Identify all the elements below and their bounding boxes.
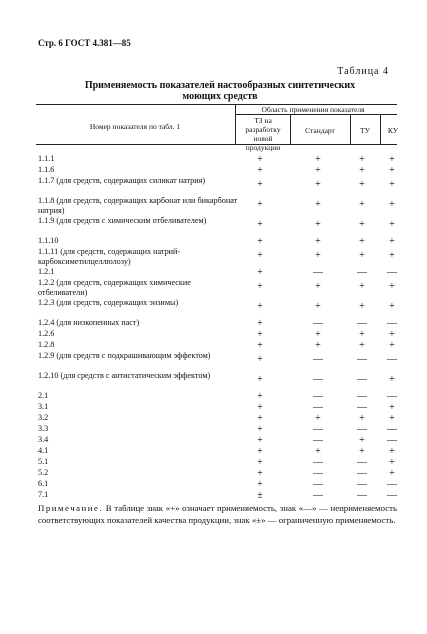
row-mark: + [257,329,263,340]
row-mark: + [359,281,365,292]
row-mark: — [313,391,323,402]
row-mark: + [315,236,321,247]
note-lead: Примечание. [38,503,104,513]
row-mark: + [257,301,263,312]
row-label: 2.1 [38,391,49,400]
row-mark: + [257,374,263,385]
row-mark: + [389,165,395,176]
row-mark: — [313,457,323,468]
row-mark: — [357,424,367,435]
row-mark: — [357,490,367,501]
row-mark: + [389,179,395,190]
row-mark: + [257,281,263,292]
row-mark: + [359,165,365,176]
row-mark: + [257,267,263,278]
row-mark: + [389,457,395,468]
row-mark: — [357,402,367,413]
row-mark: + [389,446,395,457]
row-label: 1.1.6 [38,165,55,174]
row-mark: + [257,179,263,190]
col-tu-header: ТУ [360,126,370,135]
row-label: 1.1.8 (для средств, содержащих карбонат или бикарбонат натрия) [38,196,238,215]
row-mark: + [389,413,395,424]
table-label: Таблица 4 [337,66,389,77]
row-label: 5.1 [38,457,49,466]
row-mark: + [257,318,263,329]
col-standard-header: Стандарт [305,126,335,135]
row-mark: + [359,301,365,312]
row-mark: + [389,329,395,340]
row-label: 4.1 [38,446,49,455]
row-mark: + [359,446,365,457]
row-mark: + [315,154,321,165]
note-text: В таблице знак «+» означает применяемость, знак «—» — неприменяемость соответствующих показателей качества продукции, знак «±» — ограниченную применяемость. [38,503,397,525]
row-mark: — [313,354,323,365]
row-mark: + [257,446,263,457]
row-mark: + [359,199,365,210]
row-mark: — [387,267,397,278]
row-label: 1.2.9 (для средств с подкрашивающим эффектом) [38,351,211,360]
col-area-header: Область применения показателя [261,105,365,114]
row-mark: — [387,354,397,365]
row-mark: + [315,329,321,340]
row-mark: — [313,402,323,413]
row-label: 1.1.10 [38,236,59,245]
header-divider-1 [235,104,236,144]
row-mark: + [359,179,365,190]
row-mark: — [313,490,323,501]
row-mark: + [257,236,263,247]
row-mark: — [387,424,397,435]
row-mark: + [257,402,263,413]
row-mark: + [257,468,263,479]
row-mark: + [257,250,263,261]
row-mark: + [257,479,263,490]
col-ku-header: КУ [387,126,399,135]
row-mark: + [359,413,365,424]
table-header-rule [36,144,397,145]
header-divider-4 [380,114,381,144]
row-label: 6.1 [38,479,49,488]
row-mark: + [257,154,263,165]
row-mark: + [359,219,365,230]
row-mark: + [389,154,395,165]
row-mark: — [387,490,397,501]
row-mark: + [389,199,395,210]
row-mark: — [357,468,367,479]
row-mark: + [315,413,321,424]
row-mark: + [315,340,321,351]
row-mark: + [315,281,321,292]
row-mark: + [359,236,365,247]
row-mark: + [359,250,365,261]
row-mark: + [389,301,395,312]
row-mark: — [313,374,323,385]
header-divider-3 [350,114,351,144]
row-label: 1.2.1 [38,267,55,276]
row-mark: + [389,236,395,247]
area-subrule [235,114,397,115]
row-mark: — [387,318,397,329]
row-mark: + [257,435,263,446]
row-label: 7.1 [38,490,49,499]
row-label: 1.2.6 [38,329,55,338]
row-mark: — [357,267,367,278]
row-label: 5.2 [38,468,49,477]
row-mark: + [315,199,321,210]
row-label: 3.3 [38,424,49,433]
header-divider-2 [290,114,291,144]
row-mark: + [257,413,263,424]
row-mark: — [357,354,367,365]
row-label: 1.2.10 (для средств с антистатическим эффектом) [38,371,211,380]
row-mark: + [359,435,365,446]
row-label: 3.4 [38,435,49,444]
row-mark: — [357,479,367,490]
row-mark: + [257,199,263,210]
row-label: 1.2.4 (для низкопенных паст) [38,318,140,327]
row-mark: + [389,340,395,351]
row-mark: — [387,391,397,402]
row-mark: + [359,154,365,165]
row-mark: — [357,374,367,385]
row-mark: + [315,301,321,312]
col-tz-header: ТЗ на разработку новой продукции [245,116,281,152]
row-mark: + [257,340,263,351]
row-mark: — [387,479,397,490]
row-mark: ± [257,490,263,501]
table-title: Применяемость показателей настообразных синтетических моющих средств [84,80,356,102]
row-label: 1.2.3 (для средств, содержащих энзимы) [38,298,179,307]
row-mark: + [389,281,395,292]
row-mark: + [389,402,395,413]
row-mark: + [315,165,321,176]
table-note [38,502,397,526]
row-mark: — [357,391,367,402]
page-header: Стр. 6 ГОСТ 4.381—85 [38,38,131,48]
row-mark: — [357,457,367,468]
row-mark: — [313,435,323,446]
row-mark: — [387,435,397,446]
row-mark: + [315,446,321,457]
row-label: 1.1.1 [38,154,55,163]
row-label: 1.1.9 (для средств с химическим отбеливателем) [38,216,207,225]
row-mark: + [257,165,263,176]
row-mark: + [389,374,395,385]
col-number-header: Номер показателя по табл. 1 [89,122,181,131]
row-mark: + [389,219,395,230]
row-mark: + [257,391,263,402]
row-mark: + [257,219,263,230]
row-mark: + [359,329,365,340]
row-mark: — [357,318,367,329]
row-label: 3.2 [38,413,49,422]
row-label: 1.1.7 (для средств, содержащих силикат натрия) [38,176,206,185]
row-label: 1.1.11 (для средств, содержащих натрий-карбоксиметилцеллюлозу) [38,247,181,266]
row-mark: + [315,250,321,261]
row-mark: + [359,340,365,351]
row-mark: + [315,179,321,190]
row-mark: + [389,250,395,261]
row-mark: + [315,219,321,230]
row-mark: + [257,354,263,365]
row-label: 3.1 [38,402,49,411]
row-label: 1.2.2 (для средств, содержащих химические отбеливатели) [38,278,191,297]
row-mark: + [257,424,263,435]
row-label: 1.2.8 [38,340,55,349]
row-mark: — [313,479,323,490]
row-mark: + [257,457,263,468]
row-mark: — [313,424,323,435]
row-mark: + [389,468,395,479]
row-mark: — [313,267,323,278]
row-mark: — [313,468,323,479]
row-mark: — [313,318,323,329]
